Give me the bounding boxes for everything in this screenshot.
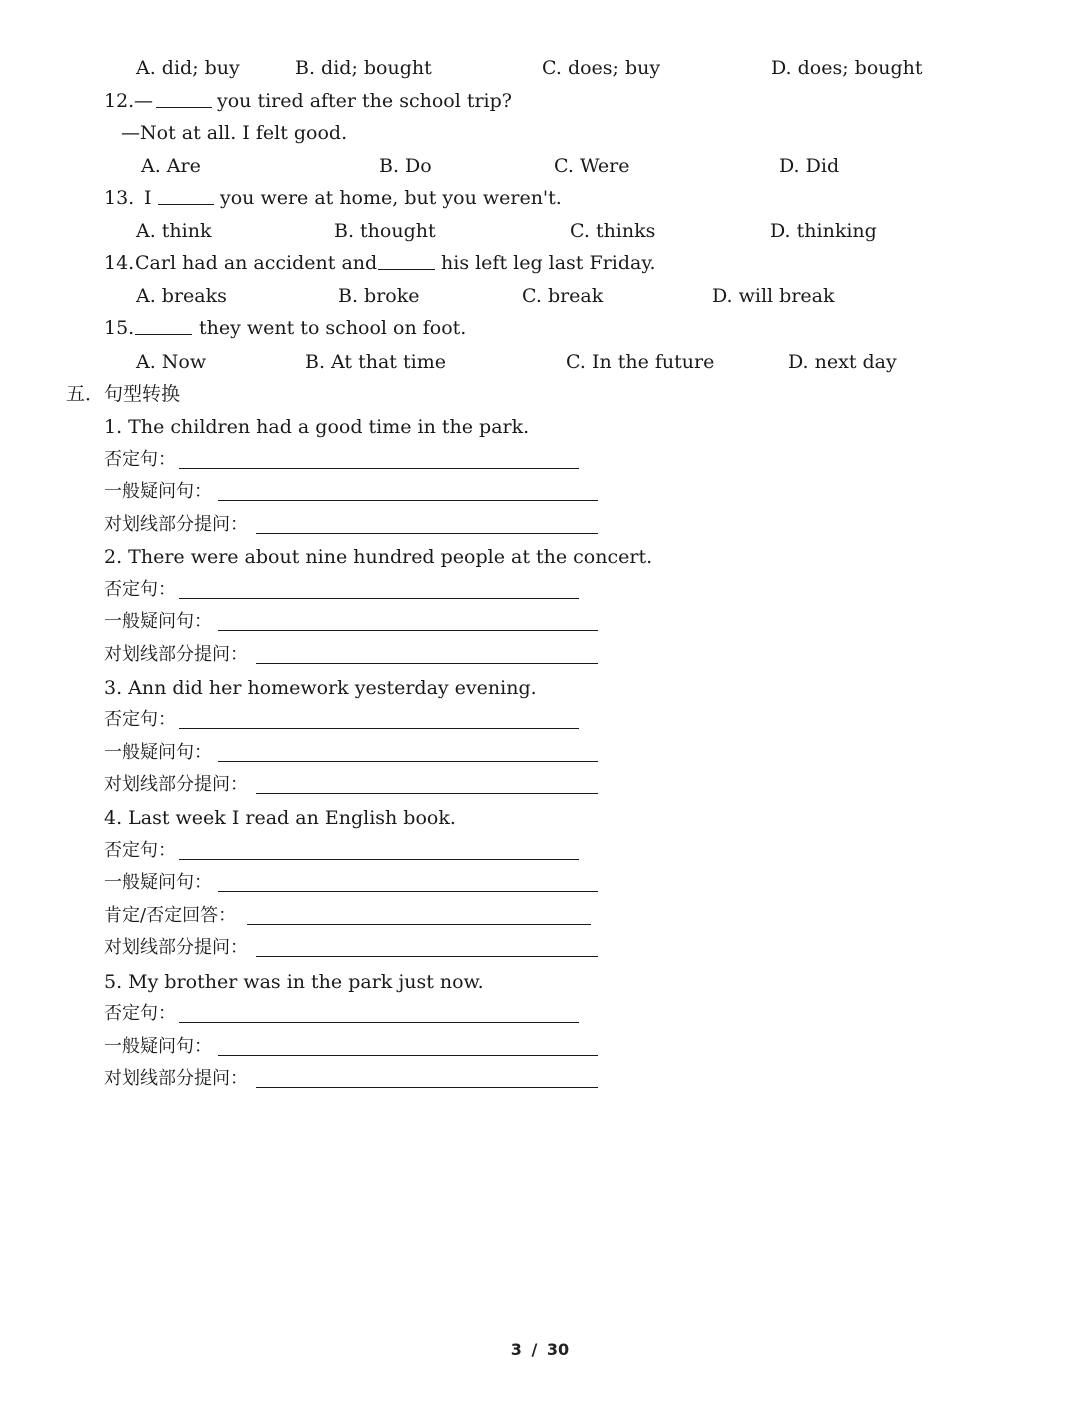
answer-line[interactable] bbox=[256, 663, 598, 664]
prompt-row bbox=[0, 1031, 1080, 1063]
option: B. broke bbox=[338, 285, 420, 307]
prompt-label: 否定句： bbox=[104, 709, 176, 730]
answer-blank[interactable] bbox=[135, 314, 192, 335]
question-number: 15. bbox=[104, 317, 135, 339]
question-number: 14. bbox=[104, 252, 135, 274]
prompt-label: 对划线部分提问： bbox=[104, 514, 248, 535]
item-sentence: 2. There were about nine hundred people at the concert. bbox=[104, 546, 653, 568]
answer-line[interactable] bbox=[218, 761, 598, 762]
question-text: his left leg last Friday. bbox=[441, 252, 656, 274]
prompt-label: 一般疑问句： bbox=[104, 611, 212, 632]
question-pre: Carl had an accident and bbox=[135, 252, 378, 274]
prompt-row bbox=[0, 835, 1080, 867]
question-14 bbox=[0, 247, 1080, 279]
item-sentence: 3. Ann did her homework yesterday evening. bbox=[104, 677, 537, 699]
prompt-row bbox=[0, 998, 1080, 1030]
reply-text: —Not at all. I felt good. bbox=[121, 122, 348, 144]
q15-options bbox=[0, 346, 1080, 378]
answer-line[interactable] bbox=[256, 793, 598, 794]
answer-line[interactable] bbox=[256, 1087, 598, 1088]
answer-line[interactable] bbox=[179, 1022, 579, 1023]
item-sentence: 5. My brother was in the park just now. bbox=[104, 971, 484, 993]
prompt-row bbox=[0, 639, 1080, 671]
answer-line[interactable] bbox=[179, 598, 579, 599]
q14-options bbox=[0, 280, 1080, 312]
q13-options bbox=[0, 215, 1080, 247]
prompt-label: 对划线部分提问： bbox=[104, 937, 248, 958]
option: B. At that time bbox=[305, 351, 446, 373]
item-sentence: 4. Last week I read an English book. bbox=[104, 807, 456, 829]
option: A. Now bbox=[136, 351, 207, 373]
section-5-header bbox=[0, 378, 1080, 410]
option: D. does; bought bbox=[771, 57, 923, 79]
answer-blank[interactable] bbox=[378, 249, 435, 270]
answer-line[interactable] bbox=[179, 468, 579, 469]
prompt-row bbox=[0, 606, 1080, 638]
option: D. will break bbox=[712, 285, 835, 307]
option: B. Do bbox=[379, 155, 432, 177]
page-number: 3 / 30 bbox=[510, 1340, 570, 1359]
option: D. thinking bbox=[770, 220, 877, 242]
prompt-row bbox=[0, 900, 1080, 932]
dash: — bbox=[134, 90, 153, 112]
prompt-label: 对划线部分提问： bbox=[104, 644, 248, 665]
option: A. breaks bbox=[136, 285, 227, 307]
prompt-row bbox=[0, 1063, 1080, 1095]
question-number: 12. bbox=[104, 90, 135, 112]
answer-line[interactable] bbox=[256, 956, 598, 957]
question-number: 13. bbox=[104, 187, 135, 209]
prompt-row bbox=[0, 867, 1080, 899]
answer-line[interactable] bbox=[179, 728, 579, 729]
question-12-reply bbox=[0, 117, 1080, 149]
transform-item-4 bbox=[0, 802, 1080, 834]
q12-options bbox=[0, 150, 1080, 182]
option: B. did; bought bbox=[295, 57, 432, 79]
prompt-label: 一般疑问句： bbox=[104, 872, 212, 893]
prompt-label: 一般疑问句： bbox=[104, 1036, 212, 1057]
transform-item-3 bbox=[0, 672, 1080, 704]
option: B. thought bbox=[334, 220, 436, 242]
question-13 bbox=[0, 182, 1080, 214]
prompt-label: 否定句： bbox=[104, 840, 176, 861]
question-12 bbox=[0, 85, 1080, 117]
answer-line[interactable] bbox=[218, 1055, 598, 1056]
question-15 bbox=[0, 312, 1080, 344]
option: C. break bbox=[522, 285, 604, 307]
prompt-row bbox=[0, 509, 1080, 541]
answer-blank[interactable] bbox=[158, 184, 214, 205]
answer-blank[interactable] bbox=[156, 87, 212, 108]
transform-item-5 bbox=[0, 966, 1080, 998]
prompt-label: 否定句： bbox=[104, 1003, 176, 1024]
option: D. next day bbox=[788, 351, 897, 373]
prompt-row bbox=[0, 704, 1080, 736]
prompt-label: 否定句： bbox=[104, 579, 176, 600]
option: C. thinks bbox=[570, 220, 656, 242]
prompt-label: 一般疑问句： bbox=[104, 742, 212, 763]
prompt-row bbox=[0, 476, 1080, 508]
answer-line[interactable] bbox=[179, 859, 579, 860]
answer-line[interactable] bbox=[247, 924, 591, 925]
prompt-row bbox=[0, 737, 1080, 769]
prompt-row bbox=[0, 444, 1080, 476]
prompt-label: 肯定/否定回答： bbox=[104, 905, 237, 926]
option: C. Were bbox=[554, 155, 630, 177]
prompt-row bbox=[0, 769, 1080, 801]
option: A. think bbox=[136, 220, 212, 242]
answer-line[interactable] bbox=[218, 500, 598, 501]
item-sentence: 1. The children had a good time in the park. bbox=[104, 416, 530, 438]
option: D. Did bbox=[779, 155, 840, 177]
option: A. Are bbox=[141, 155, 201, 177]
option: C. In the future bbox=[566, 351, 715, 373]
section-title: 五．句型转换 bbox=[66, 383, 181, 405]
question-text: you were at home, but you weren't. bbox=[220, 187, 562, 209]
question-text: you tired after the school trip? bbox=[217, 90, 512, 112]
prompt-row bbox=[0, 932, 1080, 964]
transform-item-2 bbox=[0, 541, 1080, 573]
answer-line[interactable] bbox=[218, 891, 598, 892]
prompt-label: 否定句： bbox=[104, 449, 176, 470]
question-text: they went to school on foot. bbox=[199, 317, 467, 339]
prompt-label: 一般疑问句： bbox=[104, 481, 212, 502]
answer-line[interactable] bbox=[218, 630, 598, 631]
question-pre: I bbox=[144, 187, 152, 209]
prompt-row bbox=[0, 574, 1080, 606]
option: A. did; buy bbox=[136, 57, 240, 79]
option: C. does; buy bbox=[542, 57, 661, 79]
prompt-label: 对划线部分提问： bbox=[104, 774, 248, 795]
transform-item-1 bbox=[0, 411, 1080, 443]
q11-options bbox=[0, 52, 1080, 84]
prompt-label: 对划线部分提问： bbox=[104, 1068, 248, 1089]
answer-line[interactable] bbox=[256, 533, 598, 534]
